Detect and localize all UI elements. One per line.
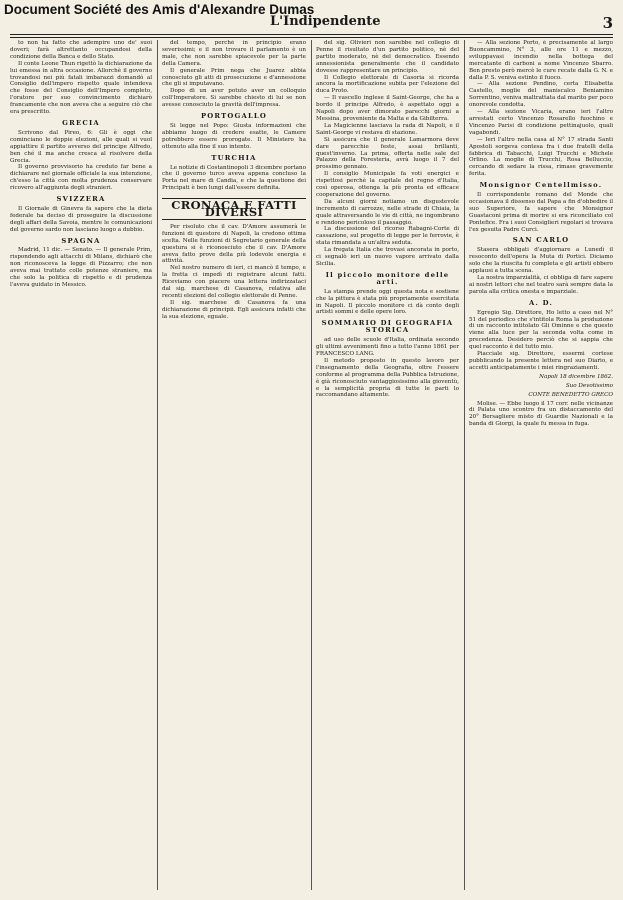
col2-paragraph-3: Dopo di un aver potuto aver un colloquio coll'Imperatore. Si sarebbe chiesto di lui se non avesse conosciuto la gravità dell'impresa. <box>162 88 306 109</box>
section-heading-grecia: GRECIA <box>62 118 100 127</box>
header-rule-secondary <box>10 37 613 38</box>
section-heading-svizzera: SVIZZERA <box>56 195 106 204</box>
section-heading-san-carlo: SAN CARLO <box>512 236 570 245</box>
section-heading-ad: A. D. <box>528 298 554 307</box>
col3-paragraph-3: — Il vascello inglese il Saint-George, che ha a bordo il principe Alfredo, è aspettato oggi a Napoli dopo aver dimorato parecchi giorni a Messina, proveniente da Malta e da Gibilterra. <box>316 95 459 122</box>
letter-signoff: Suo Devotissimo <box>565 382 613 389</box>
page-header <box>0 0 623 32</box>
col2-paragraph-4: Si legge nel Popo: Giusta informazioni che abbiamo luogo di credere esatte, le Camere potrebbero essere prorogate. Il Ministero ha ottenuto alla fine il suo intento. <box>162 122 306 150</box>
col3-paragraph-7: Da alcuni giorni notiamo un disgustevole incremento di carrozze, nelle strade di Chiaia, la quale attraversando le vie di città, ne ingombrano e rendono pericoloso il passaggio. <box>316 198 459 226</box>
section-heading-turchia: TURCHIA <box>211 153 257 162</box>
col3-paragraph-9: La fregata Italia che trovasi ancorata in porto, ci segnalò ieri un nuovo vapore arrivato dalla Sicilia. <box>316 247 459 267</box>
col2-paragraph-5: Le notizie di Costantinopoli 3 dicembre portano che il governo turco aveva appena concluso la Porta nel mare di Candia, e che la questione dei Principati è ben lungi dall'essere definita. <box>162 164 306 192</box>
col4-paragraph-8: Egregio Sig. Direttore, Ho letto a caso nel N° 51 del periodico che s'intitola Roma la produzione di un racconto intitolato Gli Ominne e che questo viene alla luce per la seconda volta come in precedenza. Desidero perciò che si sappia che quel racconto è del tutto mio. <box>469 309 613 351</box>
col3-paragraph-12: Il metodo proposto in questo lavoro per l'insegnamento della Geografia, oltre l'essere conforme al programma della Pubblica Istruzione, è già riconosciuto vantaggiosissimo alla gioventù, e la semplicità propria di tutte le parti lo raccomandano altamente. <box>316 357 459 399</box>
watermark-label: Document Société des Amis d'Alexandre Dumas <box>4 2 315 17</box>
column-divider-2 <box>311 40 312 890</box>
section-heading-monitore: Il piccolo monitore delle arti. <box>325 270 450 286</box>
col4-paragraph-2: — Alla sezione Pendino, certa Elisabetta Castello, moglie del maniscalco Beniamino Sorrentino, veniva maltrattata dal marito per poco onorevole condotta. <box>469 81 613 109</box>
col1-paragraph-2: Il conte Leone Thun rigettò la dichiarazione da lui emessa in altra occasione. Allorchè il governo trovandosi nei più fatali imbarazzi domandò al Consiglio dell'impero rispetto quale intendeva che fosse del Consiglio dell'Impero completo, l'oratore per suo convincimento dichiarò francamente che non aveva che a seguire ciò che era prescritto. <box>10 60 152 116</box>
col2-paragraph-2: Il generale Prim nega che Juarez abbia conosciuto gli atti di prosecuzione e d'annessione che gli si imputavano. <box>162 67 306 88</box>
col3-paragraph-6: Il consiglio Municipale fa voti energici e rispettosi perchè la capitale del regno d'Italia, così operosa, ottenga la più pronta ed efficace cooperazione del governo. <box>316 171 459 198</box>
col2-paragraph-8: Il sig. marchese di Casanova fa una dichiarazione di principii. Egli assicura infatti che la sua elezione, eguale. <box>162 299 306 320</box>
col2-intro: del tempo, perchè in principio erano severissimi; e il non trovare il parlamento è un male, che non sarebbe spiacevole per la parte della Camera. <box>162 40 306 67</box>
col3-paragraph-4: La Magicienne lasciava la rada di Napoli, e il Saint-George vi restava di stazione. <box>316 122 459 136</box>
col1-paragraph-6: Madrid, 11 dic. — Senato. — Il generale Prim, rispondendo agli attacchi di Milans, dichiarò che non riconosceva la legge di Pizzarro; che non aveva mai trattato colle potenze straniere, ma che solo la politica di rispetto e di prudenza l'aveva guidato in Messico. <box>10 247 152 288</box>
section-heading-monsignor: Monsignor Centellmisso. <box>479 181 603 190</box>
col4-paragraph-1: — Alla sezione Porto, è precisamente al largo Buoncammino, N° 3, alle ore 11 e mezzo, sviluppavasi incendio nella bottega del mercatante di carboni a nome Vincenzo Sbarro. Ben presto però mercè le cure recate dalla G. N. e dalla P. S. veniva estinto il fuoco. <box>469 40 613 81</box>
column-4 <box>469 40 613 890</box>
column-3 <box>316 40 459 890</box>
section-heading-sommario: SOMMARIO DI GEOGRAFIA STORICA <box>321 319 454 335</box>
column-divider-1 <box>157 40 158 890</box>
letter-signer: CONTE BENEDETTO GRECO <box>528 391 613 398</box>
column-2 <box>162 40 306 890</box>
column-1 <box>10 40 152 890</box>
header-rule <box>10 34 613 35</box>
col3-paragraph-10: La stampa prende oggi questa nota e sostiene che la pittura è stata più propriamente esercitata in Napoli. Il piccolo monitore ci dà conto degli artisti sommi e delle opere loro. <box>316 288 459 316</box>
page-number: 3 <box>602 14 613 32</box>
col3-paragraph-8: La discussione del ricorso Rabagni-Corte di cassazione, sul progetto di legge per le ferrovie, è stata rimandata a un'altra seduta. <box>316 226 459 247</box>
col4-paragraph-3: — Alla sezione Vicaria, erano ieri l'altro arrestati certo Vincenzo Rosarello fuochino e Vincenzo Parisi di condizione pettinajuolo, quali vagabondi. <box>469 109 613 136</box>
col3-intro: del sig. Olivieri non sarebbe nel collegio di Penne il risultato d'un partito politico, nè del partito moderato, nè del democratico. Essendo annessionista generalmente che il candidato dovesse rappresentare un principio. <box>316 40 459 74</box>
col4-paragraph-5: Il corrispondente romano del Monde che occasionava il dissenso dal Papa a fin d'obbedire il suo Superiore, fa sapere che Monsignor Guastaconi prima di morire si era riconciliato col Pontefice. Fra i suoi Consiglieri regolari si trovava l'ex gesuita Padre Curci. <box>469 192 613 233</box>
col4-paragraph-4: — Ieri l'altro nella casa al N° 17 strada Santi Apostoli sorgeva contesa fra i due fratelli della fabbrica di Tabacchi, Luigi Trucchi e Michele Orlino. La moglie di Trucchi, Rosa Belluccio, cercando di sedare la rissa, rimase gravemente ferita. <box>469 136 613 178</box>
col1-paragraph-3: Scrivono dal Pireo, 6: Gli è oggi che cominciano le doppie elezioni, alle quali si vuol appiattire il partito avverso del principe Alfredo, ben ché il ma anche cresca al risolvere della Grecia. <box>10 129 152 164</box>
col4-paragraph-7: La nostra imparzialità, ci obbliga di fare sapere ai nostri lettori che nel teatro sarà sempre data la parola alla critica onesta e imparziale. <box>469 275 613 295</box>
section-heading-cronaca: CRONACA E FATTI DIVERSI <box>162 198 306 220</box>
col1-paragraph-4: Il governo provvisorio ha creduto far bene a dichiarare nel giornale officiale la sua intenzione, ch'esso la città con molta prudenza conservare ricovero all'aggiunta degli stranieri. <box>10 164 152 192</box>
section-heading-spagna: SPAGNA <box>61 236 101 245</box>
col1-intro: to non ha fatto che adempire uno de' suoi doveri; farà altrettanto occupandosi della condizione della Banca e dello Stato. <box>10 40 152 60</box>
col2-paragraph-6: Per risoluto che il cav. D'Amore assumerà le funzioni di questore di Napoli, la credono ottima scelta. Nelle funzioni di Segretario generale della questura si è riconosciuto che il cav. D'Amore aveva fatto prove della più lodevole energia e attività. <box>162 223 306 265</box>
col4-paragraph-6: Stasera obbligati d'aggiornare a Lunedì il resoconto dell'opera la Muta di Portici. Diciamo solo che la riuscita fu completa e gli artisti ebbero applausi a tutta scena. <box>469 247 613 275</box>
newspaper-title: L'Indipendente <box>270 14 381 29</box>
column-divider-3 <box>464 40 465 890</box>
col3-paragraph-5: Si assicura che il generale Lamarmora deve dare parecchie feste, assai brillanti, quest'inverno. La prima, offerta nelle sale del Palazzo della Foresteria, avrà luogo il 7 del prossimo gennaio. <box>316 136 459 171</box>
col3-paragraph-2: Il Collegio elettorale di Casoria si ricorda ancora la mortificazione subita per l'elezione del duca Proto. <box>316 74 459 95</box>
letter-dateline: Napoli 18 dicembre 1862. <box>539 373 613 380</box>
col4-paragraph-9: Piacciale sig. Direttore, essermi cortese pubblicando la presente lettera nel suo Diario, e accetti anticipatamente i miei ringraziamenti. <box>469 351 613 371</box>
col2-paragraph-7: Nel nostro numero di ieri, ci mancò il tempo, e la fretta ci impedì di registrare alcuni fatti. Riceviamo con piacere una lettera indirizzataci dal sig. marchese di Casanova, relativa alle recenti elezioni del collegio elettorale di Penne. <box>162 265 306 299</box>
col3-paragraph-11: ad uso delle scuole d'Italia, ordinata secondo gli ultimi avvenimenti fino a tutto l'anno 1861 per FRANCESCO LANG. <box>316 337 459 357</box>
col4-paragraph-10: Molise. — Ebbe luogo il 17 corr. nelle vicinanze di Palata uno scontro fra un distaccamento del 20° Bersagliere misto di Guardie Nazionali e la banda di Giorgi, la quale fu messa in fuga. <box>469 400 613 428</box>
col1-paragraph-5: Il Giornale di Ginevra fa sapere che la dieta federale ha deciso di proseguire la discussione degli affari della Savoia, mentre le comunicazioni del governo sardo non lasciano luogo a dubbio. <box>10 205 152 233</box>
section-heading-portogallo: PORTOGALLO <box>200 112 268 121</box>
